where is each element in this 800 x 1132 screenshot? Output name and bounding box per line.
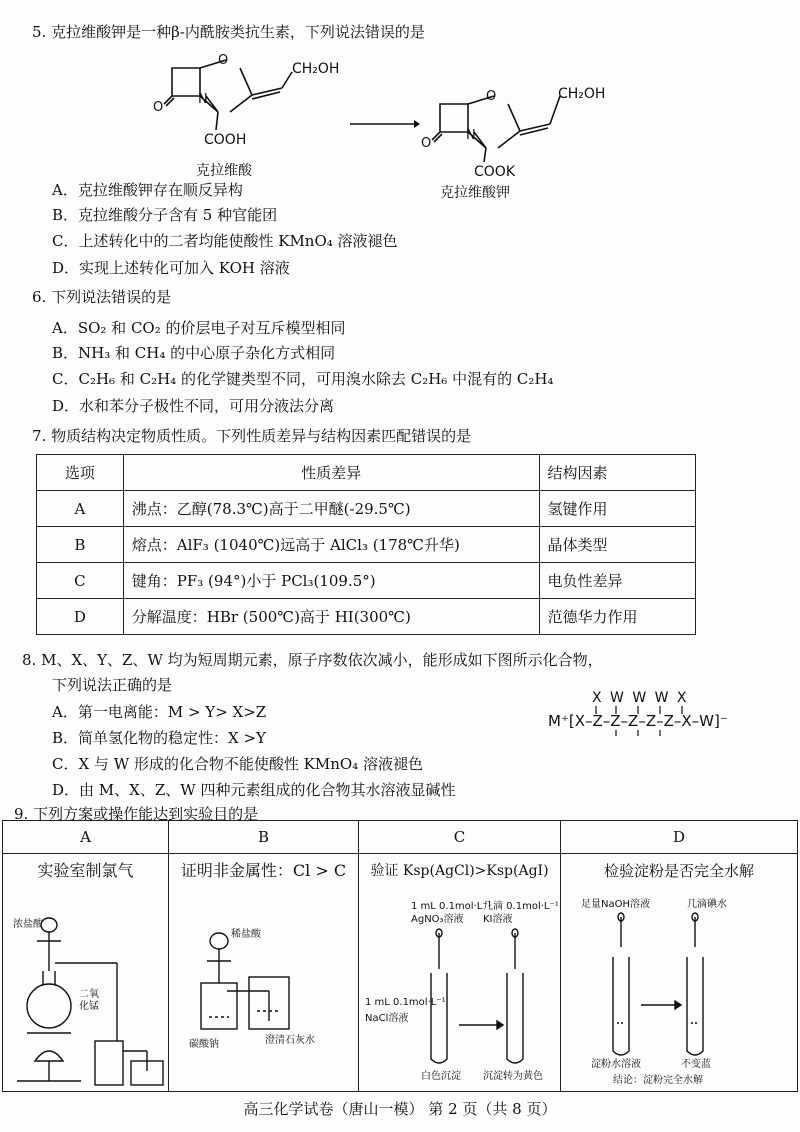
- q7-row-c-option: C: [37, 563, 124, 599]
- q7-row-d-property: 分解温度：HBr (500℃)高于 HI(300℃): [123, 599, 539, 635]
- q8-formula-top-atoms: X W W W X: [592, 690, 689, 706]
- q7-stem: 7. 物质结构决定物质性质。下列性质差异与结构因素匹配错误的是: [32, 427, 472, 445]
- q9-c-label-agno3: AgNO₃溶液: [411, 914, 464, 925]
- page-footer: 高三化学试卷（唐山一模） 第 2 页（共 8 页）: [243, 1100, 557, 1118]
- q9-d-label-starch: 淀粉水溶液: [591, 1059, 641, 1070]
- q5-option-d: D．实现上述转化可加入 KOH 溶液: [52, 259, 290, 277]
- q9-c-label-nacl-conc: 1 mL 0.1mol·L⁻¹: [365, 997, 446, 1008]
- q7-header-property: 性质差异: [123, 455, 539, 491]
- q9-d-label-iodine: 几滴碘水: [687, 899, 727, 910]
- table-row: [37, 563, 696, 599]
- table-row: [37, 491, 696, 527]
- table-row: [37, 599, 696, 635]
- q7-table: [36, 454, 696, 635]
- q7-row-b-factor: 晶体类型: [539, 527, 696, 563]
- table-row: [37, 527, 696, 563]
- mol2-ring-oxygen: O: [486, 89, 497, 104]
- q7-row-a-factor: 氢键作用: [539, 491, 696, 527]
- q9-a-label-mno2: 二氧 化锰: [79, 989, 99, 1012]
- q6-option-a: A．SO₂ 和 CO₂ 的价层电子对互斥模型相同: [52, 319, 346, 337]
- q8-option-d: D．由 M、X、Z、W 四种元素组成的化合物其水溶液显碱性: [52, 781, 456, 799]
- q9-c-label-agno3-conc: 1 mL 0.1mol·L⁻¹: [411, 901, 492, 912]
- mol1-ch2oh: CH₂OH: [292, 61, 340, 77]
- q9-c-label-ki: KI溶液: [483, 914, 513, 925]
- q9-table: [2, 820, 798, 1092]
- q8-formula-main: M⁺[X–Z–Z–Z–Z–Z–X–W]⁻: [548, 712, 728, 730]
- q9-b-label-dilute-hcl: 稀盐酸: [231, 929, 261, 940]
- q7-row-c-property: 键角：PF₃ (94°)小于 PCl₃(109.5°): [123, 563, 539, 599]
- q8-stem-line2: 下列说法正确的是: [52, 676, 173, 694]
- q9-d-label-no-blue: 不变蓝: [681, 1059, 711, 1070]
- q9-col-c: [359, 821, 561, 1091]
- mol1-nitrogen: N: [198, 92, 208, 107]
- q7-header-option: 选项: [37, 455, 124, 491]
- q7-row-a-property: 沸点：乙醇(78.3℃)高于二甲醚(-29.5℃): [123, 491, 539, 527]
- mol1-cooh: COOH: [204, 132, 247, 148]
- q8-formula-bonds: [560, 700, 760, 740]
- q9-c-label-ki-conc: 几滴 0.1mol·L⁻¹: [483, 901, 559, 912]
- q6-stem: 6. 下列说法错误的是: [32, 288, 172, 306]
- q9-c-label-white-ppt: 白色沉淀: [421, 1071, 461, 1082]
- q7-row-d-option: D: [37, 599, 124, 635]
- q9-a-label-hcl: 浓盐酸: [13, 919, 43, 930]
- q7-row-b-property: 熔点：AlF₃ (1040℃)远高于 AlCl₃ (178℃升华): [123, 527, 539, 563]
- q9-col-b: [169, 821, 359, 1091]
- q9-b-label-limewater: 澄清石灰水: [265, 1035, 315, 1046]
- q7-row-a-option: A: [37, 491, 124, 527]
- mol1-ring-oxygen: O: [218, 53, 229, 68]
- mol2-carbonyl-oxygen: O: [421, 136, 432, 151]
- q8-option-c: C．X 与 W 形成的化合物不能使酸性 KMnO₄ 溶液褪色: [52, 755, 423, 773]
- q9-col-a-letter: A: [3, 821, 168, 854]
- mol1-name: 克拉维酸: [196, 163, 252, 179]
- q5-option-a: A．克拉维酸钾存在顺反异构: [52, 181, 243, 199]
- q5-option-c: C．上述转化中的二者均能使酸性 KMnO₄ 溶液褪色: [52, 232, 398, 250]
- q8-option-b: B．简单氢化物的稳定性：X >Y: [52, 729, 266, 747]
- mol2-name: 克拉维酸钾: [440, 185, 510, 201]
- q8-option-a: A．第一电离能：M > Y> X>Z: [52, 703, 267, 721]
- q9-c-label-yellow-ppt: 沉淀转为黄色: [483, 1071, 543, 1082]
- q7-row-c-factor: 电负性差异: [539, 563, 696, 599]
- q6-option-d: D．水和苯分子极性不同，可用分液法分离: [52, 397, 335, 415]
- reaction-arrow: [350, 118, 420, 130]
- q9-stem: 9. 下列方案或操作能达到实验目的是: [14, 805, 259, 823]
- q9-col-c-title: 验证 Ksp(AgCl)>Ksp(AgI): [370, 863, 549, 879]
- q9-col-a: [3, 821, 169, 1091]
- clavulanic-acid-structure: [160, 50, 380, 170]
- q7-table-header: [37, 455, 696, 491]
- q9-col-c-letter: C: [359, 821, 560, 854]
- q9-col-d: [561, 821, 797, 1091]
- q7-header-factor: 结构因素: [539, 455, 696, 491]
- q9-col-d-letter: D: [561, 821, 797, 854]
- q6-option-b: B．NH₃ 和 CH₄ 的中心原子杂化方式相同: [52, 344, 336, 362]
- q9-col-d-title: 检验淀粉是否完全水解: [603, 862, 754, 880]
- q6-option-c: C．C₂H₆ 和 C₂H₄ 的化学键类型不同，可用溴水除去 C₂H₆ 中混有的 C₂H₄: [52, 370, 554, 388]
- q9-d-label-naoh: 足量NaOH溶液: [581, 899, 650, 910]
- q9-b-label-na2co3: 碳酸钠: [189, 1039, 219, 1050]
- q5-stem: 5. 克拉维酸钾是一种β-内酰胺类抗生素，下列说法错误的是: [32, 23, 425, 41]
- q5-option-b: B．克拉维酸分子含有 5 种官能团: [52, 206, 278, 224]
- q7-row-b-option: B: [37, 527, 124, 563]
- q9-col-a-title: 实验室制氯气: [37, 861, 134, 880]
- q8-stem-line1: 8. M、X、Y、Z、W 均为短周期元素，原子序数依次减小，能形成如下图所示化合物，: [22, 651, 603, 669]
- q9-col-b-letter: B: [169, 821, 358, 854]
- starch-hydrolysis-test-tubes: [611, 913, 771, 1063]
- q9-col-b-title: 证明非金属性：Cl > C: [180, 861, 347, 880]
- mol2-ch2oh: CH₂OH: [558, 86, 606, 102]
- mol2-cook: COOK: [474, 164, 515, 180]
- q9-c-label-nacl: NaCl溶液: [365, 1013, 409, 1024]
- mol2-nitrogen: N: [466, 128, 476, 143]
- q9-d-label-conclusion: 结论：淀粉完全水解: [613, 1075, 703, 1086]
- nonmetal-comparison-apparatus: [189, 921, 359, 1051]
- q7-row-d-factor: 范德华力作用: [539, 599, 696, 635]
- mol1-carbonyl-oxygen: O: [153, 100, 164, 115]
